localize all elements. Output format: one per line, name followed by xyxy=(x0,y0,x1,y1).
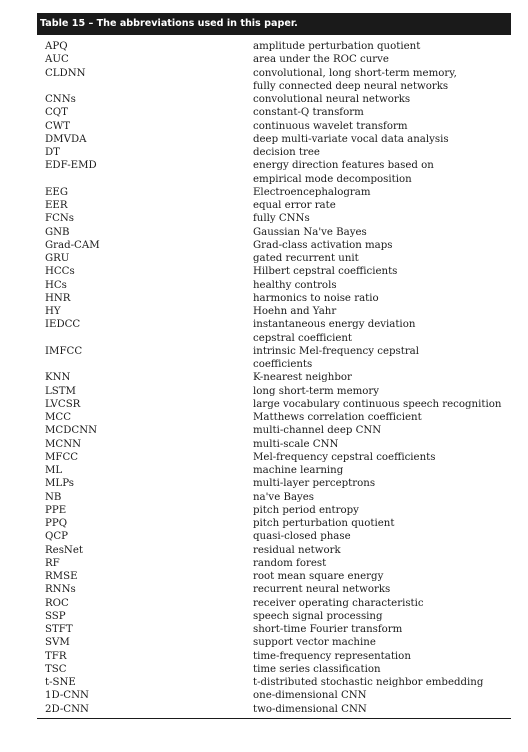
definition-line: fully CNNs xyxy=(253,213,310,225)
definition-line: Hilbert cepstral coefficients xyxy=(253,266,398,278)
table-row xyxy=(37,477,511,490)
definition-line: gated recurrent unit xyxy=(253,253,359,264)
abbreviation-cell: EER xyxy=(45,200,68,211)
definition-cell xyxy=(253,438,511,451)
table-row xyxy=(37,371,511,384)
definition-line: multi-layer perceptrons xyxy=(253,478,376,490)
definition-line: healthy controls xyxy=(253,279,337,291)
definition-line: cepstral coefficient xyxy=(253,332,353,344)
table-row xyxy=(37,318,511,345)
definition-cell xyxy=(253,650,511,663)
abbreviations-table xyxy=(37,13,511,719)
table-row xyxy=(37,67,511,94)
abbreviation-cell: RNNs xyxy=(45,584,76,596)
definition-cell xyxy=(253,93,511,106)
abbreviation-cell: CWT xyxy=(45,120,71,132)
definition-line: continuous wavelet transform xyxy=(253,120,408,132)
definition-cell xyxy=(253,676,511,689)
table-row xyxy=(37,544,511,557)
abbreviation-cell: ML xyxy=(45,465,63,476)
abbreviation-cell: 1D-CNN xyxy=(45,690,89,702)
abbreviation-cell: IMFCC xyxy=(45,345,83,357)
abbreviation-cell: NB xyxy=(45,491,62,503)
abbreviation-cell: ResNet xyxy=(45,544,83,556)
definition-cell xyxy=(253,159,511,186)
definition-line: decision tree xyxy=(253,147,320,158)
abbreviation-cell: GNB xyxy=(45,226,70,238)
table-row xyxy=(37,530,511,543)
table-caption: Table 15 – The abbreviations used in this paper. xyxy=(37,13,511,35)
abbreviation-cell: PPQ xyxy=(45,518,68,529)
table-row xyxy=(37,239,511,252)
definition-line: na've Bayes xyxy=(253,491,315,503)
table-row xyxy=(37,159,511,186)
definition-cell xyxy=(253,199,511,212)
table-row xyxy=(37,570,511,583)
definition-cell xyxy=(253,623,511,636)
abbreviation-cell: Grad-CAM xyxy=(45,239,100,251)
definition-line: t-distributed stochastic neighbor embedding xyxy=(253,677,484,688)
abbreviation-cell: EEG xyxy=(45,186,69,198)
definition-cell xyxy=(253,424,511,437)
definition-line: Mel-frequency cepstral coefficients xyxy=(253,451,436,463)
definition-line: Electroencephalogram xyxy=(253,186,371,198)
definition-cell xyxy=(253,597,511,610)
table-row xyxy=(37,689,511,702)
definition-cell xyxy=(253,279,511,292)
definition-cell xyxy=(253,305,511,318)
abbreviation-cell: CQT xyxy=(45,107,68,119)
definition-line: two-dimensional CNN xyxy=(253,703,367,715)
abbreviation-cell: AUC xyxy=(45,54,69,66)
definition-line: intrinsic Mel-frequency cepstral xyxy=(253,345,420,357)
definition-cell xyxy=(253,703,511,716)
abbreviation-cell: STFT xyxy=(45,624,73,635)
abbreviation-cell: DMVDA xyxy=(45,133,87,145)
abbreviation-cell: MCDCNN xyxy=(45,425,98,437)
definition-line: Grad-class activation maps xyxy=(253,239,393,251)
definition-cell xyxy=(253,146,511,159)
definition-cell xyxy=(253,663,511,676)
definition-line: root mean square energy xyxy=(253,571,384,582)
abbreviation-cell: LSTM xyxy=(45,385,76,397)
table-row xyxy=(37,451,511,464)
definition-line: receiver operating characteristic xyxy=(253,597,424,609)
table-row xyxy=(37,345,511,372)
abbreviation-cell: APQ xyxy=(45,41,68,52)
table-row xyxy=(37,676,511,689)
definition-line: speech signal processing xyxy=(253,610,383,622)
abbreviation-cell: SVM xyxy=(45,637,70,649)
table-row xyxy=(37,703,511,716)
definition-line: fully connected deep neural networks xyxy=(253,80,449,92)
abbreviation-cell: FCNs xyxy=(45,213,75,225)
abbreviation-cell: CNNs xyxy=(45,94,76,105)
definition-line: constant-Q transform xyxy=(253,107,364,119)
definition-cell xyxy=(253,636,511,649)
definition-line: one-dimensional CNN xyxy=(253,690,367,702)
definition-line: equal error rate xyxy=(253,200,336,211)
definition-line: amplitude perturbation quotient xyxy=(253,41,421,52)
table-row xyxy=(37,226,511,239)
definition-line: energy direction features based on xyxy=(253,160,434,172)
table-bottom-rule xyxy=(37,718,511,719)
definition-line: short-time Fourier transform xyxy=(253,624,403,635)
definition-line: time series classification xyxy=(253,663,381,675)
definition-line: machine learning xyxy=(253,465,344,476)
abbreviation-cell: QCP xyxy=(45,531,69,543)
definition-line: harmonics to noise ratio xyxy=(253,292,379,304)
table-row xyxy=(37,398,511,411)
definition-line: recurrent neural networks xyxy=(253,584,391,596)
definition-cell xyxy=(253,504,511,517)
table-row xyxy=(37,424,511,437)
definition-cell xyxy=(253,186,511,199)
definition-cell xyxy=(253,120,511,133)
definition-cell xyxy=(253,40,511,53)
table-row xyxy=(37,53,511,66)
definition-cell xyxy=(253,411,511,424)
definition-line: random forest xyxy=(253,557,327,569)
abbreviation-cell: EDF-EMD xyxy=(45,160,97,172)
definition-line: time-frequency representation xyxy=(253,650,411,662)
definition-line: K-nearest neighbor xyxy=(253,372,352,384)
table-row xyxy=(37,597,511,610)
definition-cell xyxy=(253,570,511,583)
definition-line: Matthews correlation coefficient xyxy=(253,412,422,423)
definition-line: pitch perturbation quotient xyxy=(253,518,395,529)
table-row xyxy=(37,504,511,517)
table-row xyxy=(37,199,511,212)
table-row xyxy=(37,252,511,265)
definition-cell xyxy=(253,530,511,543)
definition-line: multi-channel deep CNN xyxy=(253,425,382,437)
table-row xyxy=(37,517,511,530)
table-row xyxy=(37,279,511,292)
definition-cell xyxy=(253,106,511,119)
abbreviation-cell: KNN xyxy=(45,372,71,384)
table-row xyxy=(37,636,511,649)
definition-line: empirical mode decomposition xyxy=(253,173,412,185)
table-row xyxy=(37,491,511,504)
table-row xyxy=(37,40,511,53)
definition-line: Gaussian Na've Bayes xyxy=(253,226,367,238)
abbreviation-cell: ROC xyxy=(45,597,69,609)
abbreviation-cell: TFR xyxy=(45,650,67,662)
definition-cell xyxy=(253,53,511,66)
definition-line: support vector machine xyxy=(253,637,376,649)
abbreviation-cell: RF xyxy=(45,557,60,569)
table-row xyxy=(37,610,511,623)
definition-line: multi-scale CNN xyxy=(253,438,339,450)
abbreviation-cell: TSC xyxy=(45,663,67,675)
abbreviation-cell: HNR xyxy=(45,292,71,304)
definition-line: instantaneous energy deviation xyxy=(253,319,416,331)
definition-cell xyxy=(253,345,511,372)
definition-line: deep multi-variate vocal data analysis xyxy=(253,133,449,145)
table-row xyxy=(37,265,511,278)
abbreviation-cell: LVCSR xyxy=(45,398,81,410)
definition-cell xyxy=(253,385,511,398)
table-row xyxy=(37,385,511,398)
definition-cell xyxy=(253,477,511,490)
definition-cell xyxy=(253,583,511,596)
definition-line: coefficients xyxy=(253,359,313,370)
definition-line: quasi-closed phase xyxy=(253,531,351,543)
abbreviation-cell: MCNN xyxy=(45,438,82,450)
table-row xyxy=(37,186,511,199)
abbreviation-cell: HCs xyxy=(45,279,67,291)
definition-cell xyxy=(253,133,511,146)
table-row xyxy=(37,146,511,159)
table-row xyxy=(37,93,511,106)
abbreviation-cell: MFCC xyxy=(45,451,79,463)
definition-cell xyxy=(253,544,511,557)
table-row xyxy=(37,133,511,146)
definition-cell xyxy=(253,318,511,345)
table-row xyxy=(37,212,511,225)
definition-cell xyxy=(253,491,511,504)
abbreviation-cell: GRU xyxy=(45,253,70,264)
table-row xyxy=(37,120,511,133)
definition-cell xyxy=(253,451,511,464)
abbreviation-cell: PPE xyxy=(45,504,67,516)
table-row xyxy=(37,411,511,424)
definition-cell xyxy=(253,464,511,477)
table-row xyxy=(37,557,511,570)
abbreviation-cell: DT xyxy=(45,147,60,158)
table-row xyxy=(37,663,511,676)
definition-cell xyxy=(253,239,511,252)
abbreviation-cell: HY xyxy=(45,306,61,317)
definition-line: convolutional neural networks xyxy=(253,94,411,105)
abbreviation-cell: SSP xyxy=(45,610,66,622)
definition-line: pitch period entropy xyxy=(253,504,359,516)
table-row xyxy=(37,464,511,477)
definition-line: Hoehn and Yahr xyxy=(253,306,337,317)
definition-cell xyxy=(253,265,511,278)
definition-line: convolutional, long short-term memory, xyxy=(253,67,457,79)
definition-cell xyxy=(253,610,511,623)
abbreviation-cell: t-SNE xyxy=(45,677,76,688)
abbreviation-cell: IEDCC xyxy=(45,319,81,331)
definition-cell xyxy=(253,371,511,384)
table-row xyxy=(37,583,511,596)
abbreviation-cell: RMSE xyxy=(45,571,78,582)
definition-cell xyxy=(253,67,511,94)
definition-cell xyxy=(253,689,511,702)
table-body xyxy=(37,35,511,716)
definition-line: large vocabulary continuous speech recognition xyxy=(253,398,502,410)
definition-cell xyxy=(253,292,511,305)
table-row xyxy=(37,292,511,305)
definition-cell xyxy=(253,557,511,570)
definition-cell xyxy=(253,517,511,530)
table-row xyxy=(37,650,511,663)
table-row xyxy=(37,438,511,451)
definition-cell xyxy=(253,252,511,265)
definition-cell xyxy=(253,212,511,225)
table-row xyxy=(37,623,511,636)
abbreviation-cell: HCCs xyxy=(45,266,75,278)
definition-cell xyxy=(253,226,511,239)
definition-line: residual network xyxy=(253,544,341,556)
definition-line: long short-term memory xyxy=(253,385,380,397)
abbreviation-cell: 2D-CNN xyxy=(45,703,89,715)
abbreviation-cell: CLDNN xyxy=(45,67,86,79)
abbreviation-cell: MCC xyxy=(45,412,72,423)
table-row xyxy=(37,305,511,318)
definition-cell xyxy=(253,398,511,411)
table-row xyxy=(37,106,511,119)
definition-line: area under the ROC curve xyxy=(253,54,389,66)
abbreviation-cell: MLPs xyxy=(45,478,75,490)
